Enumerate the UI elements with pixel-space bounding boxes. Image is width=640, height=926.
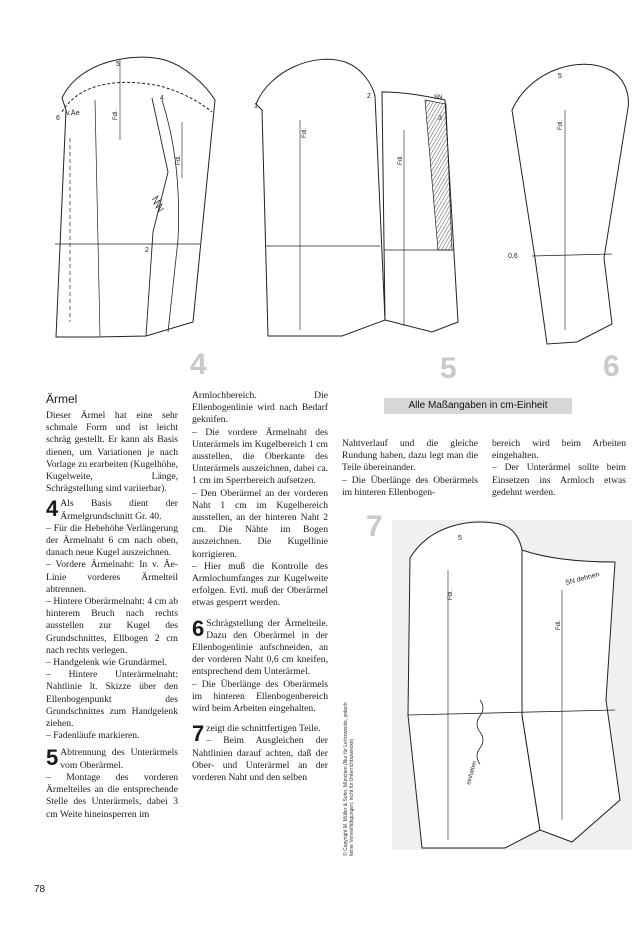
label-einhalten: einhalten [466,760,479,786]
label-fdl-fig4a: Fdl. [113,109,119,120]
hatched-wedge [425,100,452,250]
step-number-6: 6 [192,615,205,641]
label-2-fig4: 2 [145,247,149,254]
text-column-4 [492,438,626,499]
step-6-list-1: – Die Überlänge des Oberärmels im hinteren Ellenbogenbereich wird beim Arbeiten eingehalten. [192,678,328,715]
section-heading: Ärmel [46,392,78,406]
label-6-fig4: 6 [56,115,60,122]
back-seam-extension [162,100,179,332]
sleeve-outline-fig4 [56,57,215,337]
figure-6-drawing [512,64,628,344]
col2-list-1: – Die vordere Ärmelnaht des Unterärmels im Kugelbereich 1 cm ausstellen, die Oberkante des Unterärmels auszeichnen, dabei ca. 1 cm im Sperrbereich aufsetzen. [192,426,328,487]
col4-list-1: – Der Unterärmel sollte beim Einsetzen ins Armloch etwas gedehnt werden. [492,462,626,498]
step-7-text: zeigt die schnittfertigen Teile. [206,723,321,735]
step-4-list-1: – Für die Hebehöhe Verlängerung der Ärmelnaht 6 cm nach oben, danach neue Kugel auszeichnen. [46,522,178,559]
label-sn-fig5: SN [434,95,443,101]
col2-paragraph-1: Armlochbereich. Die Ellenbogenlinie wird nach Bedarf geknifen. [192,390,328,426]
step-4-list-3: – Hintere Oberärmelnaht: 4 cm ab hinterem Bruch nach rechts ausstellen zur Kugel des Grundschnittes, Ellbogen 2 cm nach rechts verlegen. [46,596,178,656]
label-5-fig6: 5 [558,73,562,80]
zigzag-line [152,196,164,212]
cap-curve-inner [62,82,212,112]
upper-sleeve-fig5 [256,59,385,336]
step-number-7: 7 [192,721,205,747]
step-4-list-4: – Handgelenk wie Grundärmel. [46,657,167,669]
text-column-2 [192,390,328,784]
figure-4-drawing [55,57,215,337]
label-fdl-fig6: Fdl. [558,119,564,130]
col3-paragraph-1: Nahtverlauf und die gleiche Rundung haben, dazu legt man die Teile übereinander. [342,438,478,474]
label-5-fig7: 5 [458,535,462,542]
label-5-fig4: 5 [116,61,120,68]
label-fdl-fig4b: Fdl. [176,154,182,165]
elbow-line-fig6 [532,254,612,256]
figure-7-drawing [392,520,632,850]
step-4-list-2: – Vordere Ärmelnaht: In v. Äe-Linie vorderes Ärmelteil abtrennen. [46,559,178,595]
seam-line-back [146,98,168,336]
label-3-fig5: 3 [438,115,442,122]
figure-number-6: 6 [603,350,620,383]
upper-sleeve-fig7 [408,522,540,848]
step-5-text: Abtrennung des Unterärmels vom Oberärmel. [60,747,178,771]
step-4-text: Als Basis dient der Ärmelgrundschnitt Gr. 40. [60,498,178,522]
label-fdl-fig5b: Fdl. [398,154,404,165]
step-4-list-5: – Hintere Unterärmelnaht: Nahtlinie lt. Skizze über den Ellenbogenpunkt des Grundschnittes zum Handgelenk ziehen. [46,669,178,730]
col2-list-2: – Den Oberärmel an der vorderen Naht 1 cm im Kugelbereich ausstellen, an der hinteren Naht 2 cm. Die Nähte im Bogen auszeichnen. Die Kugellinie korrigieren. [192,487,328,560]
seam-line-front [95,100,100,336]
figure-number-5: 5 [440,352,457,385]
page-number: 78 [34,884,46,895]
label-fdl-fig7b: Fdl. [556,619,562,630]
col3-list-1: – Die Überlänge des Oberärmels im hinteren Ellenbogen- [342,474,478,498]
col4-paragraph-1: bereich wird beim Arbeiten eingehalten. [492,438,626,462]
under-sleeve-fig7 [522,550,620,842]
label-4-fig4: 4 [160,95,164,102]
sleeve-outline-fig6 [512,64,628,344]
label-fdl-fig5a: Fdl. [302,127,308,138]
label-06-fig6: 0,6 [508,253,518,260]
step-6-text: Schrägstellung der Ärmelteile. Dazu den Oberärmel in der Ellenbogenlinie aufschneiden, an der vorderen Naht 0,6 cm kneifen, entsprechend dem Unterärmel. [192,617,328,678]
intro-paragraph: Dieser Ärmel hat eine sehr schmale Form und ist leicht schräg gestellt. Er kann als Basis dienen, um Variationen je nach Vorlage zu erarbeiten (Kugelhöhe, Kugelweite, Länge, Schrägstellung sind variierbar). [46,410,178,495]
label-fdl-fig7a: Fdl. [448,589,454,600]
step-4-list-6: – Fadenläufe markieren. [46,730,140,742]
figure-5-drawing [256,59,458,336]
copyright-note: © Copyright M. Müller & Sohn, München (Nur für Lehrzwecke, jedoch keine Vervielfältigungen, nicht für Unterrichtszwecke) [343,702,355,856]
label-1-fig5: 1 [254,103,258,110]
text-column-1 [46,410,178,821]
label-sn-dehnen: SN dehnen [564,571,601,587]
col2-list-3: – Hier muß die Kontrolle des Armlochumfanges zur Kugelweite erfolgen. Evtl. muß der Oberärmel etwas gesperrt werden. [192,560,328,609]
figure-number-4: 4 [190,348,207,381]
label-2-fig5: 2 [367,93,371,100]
step-number-5: 5 [46,745,59,771]
units-banner: Alle Maßangaben in cm-Einheit [384,398,572,414]
text-column-3 [342,438,478,499]
step-number-4: 4 [46,496,59,522]
step-5-list-1: – Montage des vorderen Ärmelteiles an die entsprechende Stelle des Unterärmels, dabei 3 cm Weite hineinsperren im [46,771,178,820]
step-7-list-1: – Beim Ausgleichen der Nahtlinien darauf achten, daß der Ober- und Unterärmel an der vorderen Naht und den selben [192,735,328,784]
label-vae: v.Äe [66,110,80,117]
figure-number-7: 7 [366,510,383,543]
